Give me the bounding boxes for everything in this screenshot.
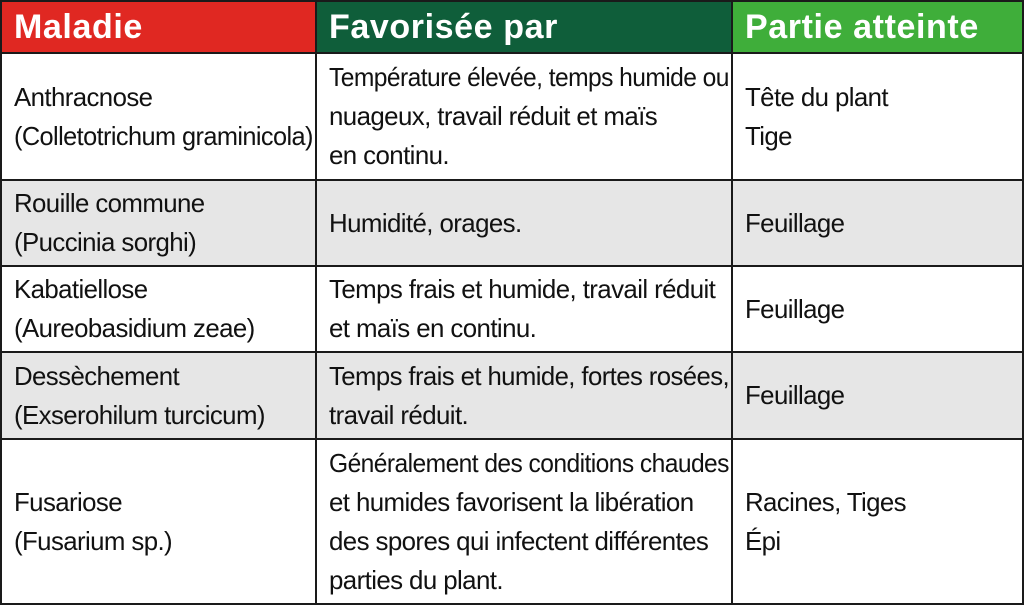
favored-by-cell (317, 440, 733, 603)
favored-by-line: et maïs en continu. (329, 313, 537, 343)
disease-scientific-name: (Aureobasidium zeae) (14, 313, 255, 343)
disease-cell (2, 353, 317, 438)
header-favored-by: Favorisée par (317, 2, 733, 52)
favored-by-line: travail réduit. (329, 399, 469, 430)
table-row (2, 353, 1022, 440)
disease-name: Anthracnose (14, 81, 153, 112)
disease-scientific-name: (Fusarium sp.) (14, 525, 173, 556)
affected-part-cell (733, 440, 1022, 603)
table-row (2, 181, 1022, 267)
favored-by-line: Temps frais et humide, travail réduit (329, 274, 716, 304)
favored-by-line: Température élevée, temps humide ou (329, 62, 729, 92)
disease-name: Kabatiellose (14, 274, 148, 304)
affected-part-line: Racines, Tiges (745, 486, 906, 517)
affected-part-line: Feuillage (745, 293, 845, 324)
favored-by-cell (317, 54, 733, 179)
favored-by-line: et humides favorisent la libération (329, 486, 694, 517)
favored-by-line: parties du plant. (329, 564, 503, 595)
disease-name: Rouille commune (14, 188, 205, 218)
favored-by-line: des spores qui infectent différentes (329, 525, 709, 556)
affected-part-line: Tête du plant (745, 81, 888, 112)
affected-part-cell (733, 54, 1022, 179)
affected-part-line: Feuillage (745, 380, 845, 410)
table-row (2, 440, 1022, 603)
disease-cell (2, 440, 317, 603)
disease-name: Dessèchement (14, 360, 180, 391)
favored-by-cell (317, 181, 733, 265)
header-affected-part: Partie atteinte (733, 2, 1022, 52)
favored-by-line: nuageux, travail réduit et maïs (329, 101, 658, 131)
favored-by-cell (317, 267, 733, 351)
favored-by-line: Temps frais et humide, fortes rosées, (329, 360, 730, 391)
affected-part-cell (733, 181, 1022, 265)
table-row (2, 267, 1022, 353)
disease-cell (2, 267, 317, 351)
disease-cell (2, 54, 317, 179)
disease-cell (2, 181, 317, 265)
disease-scientific-name: (Puccinia sorghi) (14, 227, 197, 257)
header-disease: Maladie (2, 2, 317, 52)
affected-part-cell (733, 353, 1022, 438)
table-row (2, 54, 1022, 181)
disease-scientific-name: (Colletotrichum graminicola) (14, 120, 313, 151)
disease-name: Fusariose (14, 486, 123, 517)
favored-by-line: Humidité, orages. (329, 207, 522, 238)
table-header-row (2, 2, 1022, 54)
favored-by-cell (317, 353, 733, 438)
affected-part-cell (733, 267, 1022, 351)
affected-part-line: Feuillage (745, 207, 845, 238)
disease-scientific-name: (Exserohilum turcicum) (14, 399, 265, 430)
affected-part-line: Tige (745, 120, 792, 151)
affected-part-line: Épi (745, 525, 781, 556)
favored-by-line: Généralement des conditions chaudes (329, 447, 729, 478)
favored-by-line: en continu. (329, 140, 450, 170)
